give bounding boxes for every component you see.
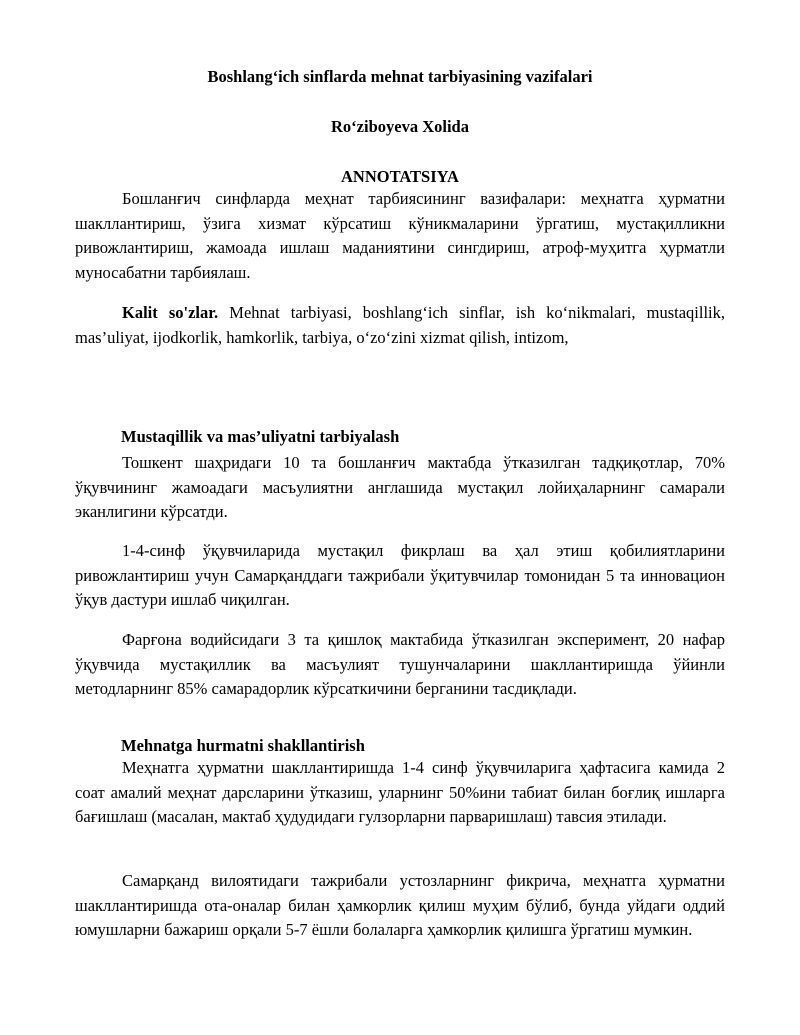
section-heading-respect-labor: Mehnatga hurmatni shakllantirish xyxy=(121,736,365,755)
paragraph-tashkent-study: Тошкент шаҳридаги 10 та бошланғич мактабда ўтказилган тадқиқотлар, 70% ўқувчининг жамоадаги масъулиятни англашида мустақил лойиҳаларнинг самарали эканлигини кўрсатди. xyxy=(75,453,725,521)
section-heading-independence: Mustaqillik va mas’uliyatni tarbiyalash xyxy=(121,427,400,446)
paper-title: Boshlang‘ich sinflarda mehnat tarbiyasining vazifalari xyxy=(207,67,593,86)
author-name: Ro‘ziboyeva Xolida xyxy=(331,117,469,136)
paragraph-labor-lessons: Меҳнатга ҳурматни шакллантиришда 1-4 синф ўқувчиларига ҳафтасига камида 2 соат амалий меҳнат дарсларини ўтказиш, уларнинг 50%ини табиат билан боғлиқ ишларга бағишлаш (масалан, мактаб ҳудудидаги гулзорларни парваришлаш) тавсия этилади. xyxy=(75,758,725,826)
paragraph-parent-cooperation: Самарқанд вилоятидаги тажрибали устозларнинг фикрича, меҳнатга ҳурматни шакллантиришда ота-оналар билан ҳамкорлик қилиш муҳим бўлиб, бунда уйдаги оддий юмушларни бажариш орқали 5-7 ёшли болаларга ҳамкорлик қилишга ўргатиш мумкин. xyxy=(75,871,725,939)
paragraph-samarkand-programs: 1-4-синф ўқувчиларида мустақил фикрлаш ва ҳал этиш қобилиятларини ривожлантириш учун Самарқанддаги тажрибали ўқитувчилар томонидан 5 та инновацион ўқув дастури ишлаб чиқилган. xyxy=(75,541,725,609)
keywords-label: Kalit so'zlar. xyxy=(122,303,219,322)
annotation-heading: ANNOTATSIYA xyxy=(341,167,459,186)
keywords-text: Mehnat tarbiyasi, boshlang‘ich sinflar, ish ko‘nikmalari, mustaqillik, mas’uliyat, ijodkorlik, hamkorlik, tarbiya, o‘zo‘zini xizmat qilish, intizom, xyxy=(75,303,725,347)
annotation-text: Бошланғич синфларда меҳнат тарбиясининг вазифалари: меҳнатга ҳурматни шакллантириш, ўзига хизмат кўрсатиш кўникмаларини ўргатиш, мустақилликни ривожлантириш, жамоада ишлаш маданиятини сингдириш, атроф-муҳитга ҳурматли муносабатни тарбиялаш. xyxy=(75,189,725,282)
keywords-paragraph xyxy=(75,301,725,350)
paragraph-fergana-experiment: Фарғона водийсидаги 3 та қишлоқ мактабида ўтказилган эксперимент, 20 нафар ўқувчида мустақиллик ва масъулият тушунчаларини шакллантиришда ўйинли методларнинг 85% самарадорлик кўрсаткичини берганини тасдиқлади. xyxy=(75,630,725,698)
